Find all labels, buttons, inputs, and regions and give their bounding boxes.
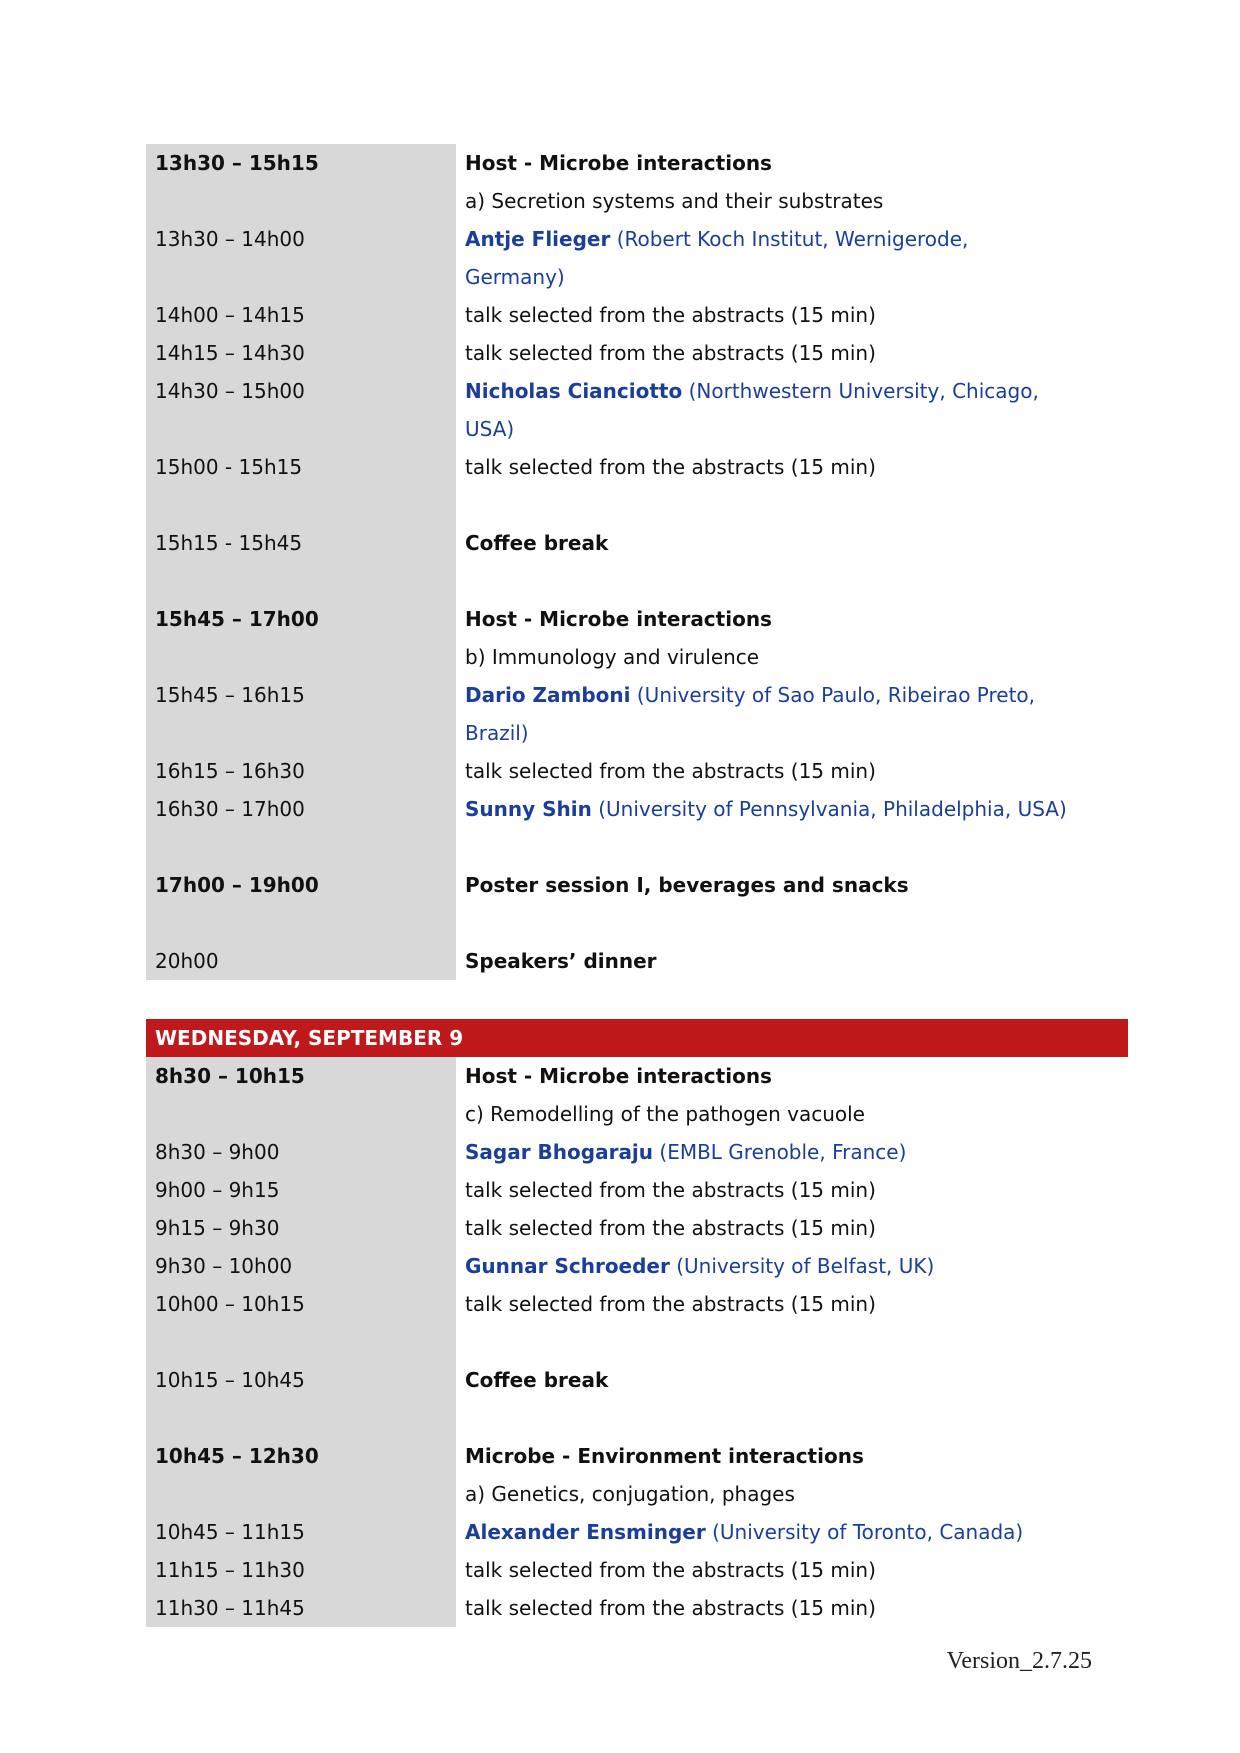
speaker-affiliation: (Northwestern University, Chicago, [682,379,1039,403]
session-title: Microbe - Environment interactions [465,1444,864,1468]
session-subtitle: b) Immunology and virulence [465,645,760,669]
spacer-row [146,486,1128,524]
time-cell [146,1475,456,1513]
talk-row-continued [146,714,1128,752]
time-cell: 15h00 - 15h15 [146,448,456,486]
session-subtitle-row [146,1475,1128,1513]
session-subtitle-row [146,638,1128,676]
time-cell: 13h30 – 14h00 [146,220,456,258]
time-cell [146,1095,456,1133]
time-cell: 10h45 – 11h15 [146,1513,456,1551]
spacer-row [146,1399,1128,1437]
time-cell: 16h30 – 17h00 [146,790,456,828]
talk-row [146,448,1128,486]
time-cell: 10h15 – 10h45 [146,1361,456,1399]
talk-row [146,1209,1128,1247]
session-subtitle-row [146,1095,1128,1133]
speaker-name: Sagar Bhogaraju [465,1140,654,1164]
session-header-row [146,1437,1128,1475]
speaker-name: Antje Flieger [465,227,611,251]
talk-row [146,220,1128,258]
break-row [146,1361,1128,1399]
speaker-entry [456,1513,1128,1551]
session-title: Host - Microbe interactions [465,151,772,175]
time-cell: 14h15 – 14h30 [146,334,456,372]
session-title: Host - Microbe interactions [465,607,772,631]
break-title: Coffee break [465,1368,609,1392]
time-cell [146,410,456,448]
talk-row [146,676,1128,714]
schedule-table-wednesday [146,1019,1128,1627]
talk-text: talk selected from the abstracts (15 min) [465,1216,876,1240]
speaker-entry [456,676,1128,714]
time-cell: 8h30 – 10h15 [146,1057,456,1095]
speaker-entry [456,220,1128,258]
speaker-entry [456,372,1128,410]
speaker-affiliation: Germany) [465,265,565,289]
spacer-row [146,1323,1128,1361]
talk-row [146,752,1128,790]
time-cell: 9h00 – 9h15 [146,1171,456,1209]
time-cell: 10h45 – 12h30 [146,1437,456,1475]
talk-row-continued [146,410,1128,448]
talk-text: talk selected from the abstracts (15 min) [465,455,876,479]
speaker-entry [456,1247,1128,1285]
time-cell: 15h15 - 15h45 [146,524,456,562]
time-cell [146,258,456,296]
speaker-affiliation: (EMBL Grenoble, France) [653,1140,907,1164]
speaker-affiliation: (University of Sao Paulo, Ribeirao Preto, [630,683,1036,707]
spacer-row [146,562,1128,600]
time-cell [146,714,456,752]
break-title: Coffee break [465,531,609,555]
time-cell: 16h15 – 16h30 [146,752,456,790]
time-cell [146,182,456,220]
speaker-affiliation: (University of Toronto, Canada) [705,1520,1024,1544]
speaker-name: Sunny Shin [465,797,592,821]
time-cell: 10h00 – 10h15 [146,1285,456,1323]
talk-row [146,1285,1128,1323]
talk-row [146,334,1128,372]
speaker-name: Dario Zamboni [465,683,631,707]
speaker-entry [456,790,1128,828]
talk-text: talk selected from the abstracts (15 min) [465,1292,876,1316]
time-cell: 11h15 – 11h30 [146,1551,456,1589]
session-subtitle-row [146,182,1128,220]
poster-title: Poster session I, beverages and snacks [465,873,909,897]
session-header-row [146,144,1128,182]
time-cell: 11h30 – 11h45 [146,1589,456,1627]
time-cell: 20h00 [146,942,456,980]
time-cell: 9h15 – 9h30 [146,1209,456,1247]
time-cell: 15h45 – 17h00 [146,600,456,638]
talk-row [146,1133,1128,1171]
speaker-affiliation: (University of Belfast, UK) [669,1254,935,1278]
speaker-affiliation: (University of Pennsylvania, Philadelphia, USA) [591,797,1067,821]
session-subtitle: a) Genetics, conjugation, phages [465,1482,795,1506]
time-cell: 15h45 – 16h15 [146,676,456,714]
talk-row [146,1551,1128,1589]
talk-row [146,1247,1128,1285]
break-row [146,524,1128,562]
session-title: Host - Microbe interactions [465,1064,772,1088]
talk-text: talk selected from the abstracts (15 min) [465,1558,876,1582]
talk-text: talk selected from the abstracts (15 min) [465,341,876,365]
speaker-affiliation: USA) [465,417,515,441]
session-subtitle: a) Secretion systems and their substrates [465,189,884,213]
talk-text: talk selected from the abstracts (15 min) [465,303,876,327]
speaker-entry [456,1133,1128,1171]
talk-text: talk selected from the abstracts (15 min) [465,759,876,783]
talk-row [146,1513,1128,1551]
speaker-affiliation: Brazil) [465,721,529,745]
talk-row [146,372,1128,410]
speaker-affiliation: (Robert Koch Institut, Wernigerode, [610,227,969,251]
day-header: WEDNESDAY, SEPTEMBER 9 [146,1019,1128,1057]
talk-row [146,790,1128,828]
schedule-table-tuesday [146,144,1128,980]
poster-row [146,866,1128,904]
spacer-row [146,904,1128,942]
time-cell: 13h30 – 15h15 [146,144,456,182]
talk-row [146,1589,1128,1627]
talk-text: talk selected from the abstracts (15 min) [465,1178,876,1202]
speaker-name: Nicholas Cianciotto [465,379,683,403]
speaker-name: Gunnar Schroeder [465,1254,670,1278]
session-header-row [146,600,1128,638]
talk-row [146,296,1128,334]
dinner-row [146,942,1128,980]
time-cell: 17h00 – 19h00 [146,866,456,904]
time-cell [146,638,456,676]
spacer-row [146,828,1128,866]
talk-text: talk selected from the abstracts (15 min) [465,1596,876,1620]
session-subtitle: c) Remodelling of the pathogen vacuole [465,1102,865,1126]
time-cell: 14h00 – 14h15 [146,296,456,334]
dinner-title: Speakers’ dinner [465,949,657,973]
version-footer: Version_2.7.25 [946,1648,1092,1674]
session-header-row [146,1057,1128,1095]
talk-row-continued [146,258,1128,296]
time-cell: 9h30 – 10h00 [146,1247,456,1285]
time-cell: 8h30 – 9h00 [146,1133,456,1171]
speaker-name: Alexander Ensminger [465,1520,706,1544]
talk-row [146,1171,1128,1209]
time-cell: 14h30 – 15h00 [146,372,456,410]
